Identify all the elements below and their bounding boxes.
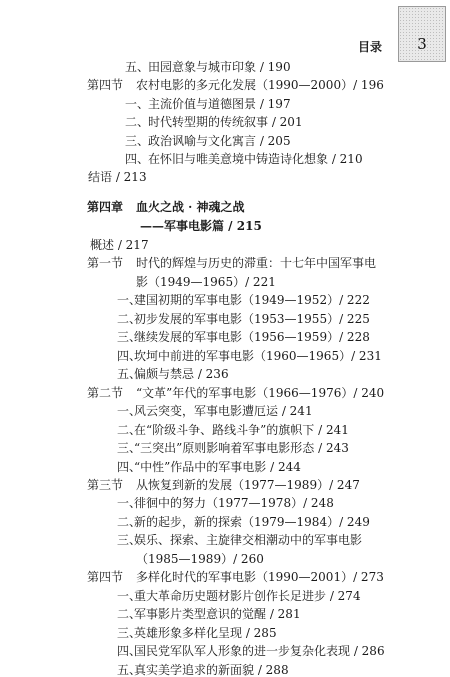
toc-entry-text: ——军事电影篇 / 215 <box>140 219 262 233</box>
toc-entry-label: 三、 <box>117 626 142 640</box>
toc-entry-text: 国民党军队军人形象的进一步复杂化表现 / 286 <box>134 644 385 658</box>
page-number-tab <box>398 6 446 62</box>
toc-entry-label: 第四节 <box>87 570 124 584</box>
toc-entry-text: “文革”年代的军事电影（1966—1976）/ 240 <box>136 386 385 400</box>
toc-entry-label: 二、 <box>117 607 142 621</box>
toc-entry-text: 时代转型期的传统叙事 / 201 <box>148 115 303 129</box>
toc-entry-label: 三、 <box>125 134 150 148</box>
toc-entry-text: 继续发展的军事电影（1956—1959）/ 228 <box>134 330 370 344</box>
toc-entry-label: 四、 <box>117 349 142 363</box>
toc-entry-text: 影（1949—1965）/ 221 <box>136 275 276 289</box>
toc-entry-label: 二、 <box>117 312 142 326</box>
toc-entry-text: 政治讽喻与文化寓言 / 205 <box>148 134 291 148</box>
toc-entry-text: 从恢复到新的发展（1977—1989）/ 247 <box>136 478 360 492</box>
toc-entry-label: 第四节 <box>87 78 124 92</box>
toc-entry-text: “中性”作品中的军事电影 / 244 <box>134 460 301 474</box>
toc-entry-text: 偏颇与禁忌 / 236 <box>134 367 229 381</box>
running-header: 目录 <box>358 40 383 54</box>
toc-entry-text: 初步发展的军事电影（1953—1955）/ 225 <box>134 312 370 326</box>
toc-entry-text: 新的起步，新的探索（1979—1984）/ 249 <box>134 515 370 529</box>
toc-entry-label: 第二节 <box>87 386 124 400</box>
toc-entry-label: 第四章 <box>87 200 124 214</box>
toc-entry-text: 建国初期的军事电影（1949—1952）/ 222 <box>134 293 370 307</box>
toc-entry-label: 一、 <box>117 293 142 307</box>
toc-entry-text: 农村电影的多元化发展（1990—2000）/ 196 <box>136 78 384 92</box>
toc-entry-label: 一、 <box>117 496 142 510</box>
toc-entry-text: 结语 / 213 <box>88 170 147 184</box>
toc-entry-label: 四、 <box>117 460 142 474</box>
toc-entry-label: 五、 <box>125 60 150 74</box>
toc-entry-label: 一、 <box>125 97 150 111</box>
toc-entry-label: 第一节 <box>87 256 124 270</box>
toc-entry-label: 五、 <box>117 663 142 677</box>
toc-entry-label: 一、 <box>117 404 142 418</box>
toc-entry-text: 英雄形象多样化呈现 / 285 <box>134 626 277 640</box>
toc-entry-text: 多样化时代的军事电影（1990—2001）/ 273 <box>136 570 384 584</box>
toc-entry-text: 娱乐、探索、主旋律交相潮动中的军事电影 <box>134 533 363 547</box>
toc-entry-label: 五、 <box>117 367 142 381</box>
toc-entry-label: 四、 <box>117 644 142 658</box>
toc-entry-label: 三、 <box>117 533 142 547</box>
toc-entry-label: 四、 <box>125 152 150 166</box>
toc-entry-label: 三、 <box>117 330 142 344</box>
toc-entry-text: 时代的辉煌与历史的滞重：十七年中国军事电 <box>136 256 377 270</box>
toc-entry-text: 血火之战 · 神魂之战 <box>136 200 245 214</box>
page-number: 3 <box>417 35 427 53</box>
toc-entry-text: 重大革命历史题材影片创作长足进步 / 274 <box>134 589 361 603</box>
toc-entry-text: “三突出”原则影响着军事电影形态 / 243 <box>134 441 349 455</box>
toc-entry-label: 一、 <box>117 589 142 603</box>
toc-entry-text: 在“阶级斗争、路线斗争”的旗帜下 / 241 <box>134 423 349 437</box>
toc-entry-text: 风云突变，军事电影遭厄运 / 241 <box>134 404 313 418</box>
toc-entry-label: 二、 <box>117 515 142 529</box>
toc-entry-text: 军事影片类型意识的觉醒 / 281 <box>134 607 301 621</box>
toc-entry-label: 二、 <box>125 115 150 129</box>
toc-entry-text: 真实美学追求的新面貌 / 288 <box>134 663 289 677</box>
toc-entry-text: 在怀旧与唯美意境中铸造诗化想象 / 210 <box>148 152 363 166</box>
toc-entry-text: 坎坷中前进的军事电影（1960—1965）/ 231 <box>134 349 382 363</box>
toc-entry-label: 二、 <box>117 423 142 437</box>
toc-entry-text: 概述 / 217 <box>90 238 149 252</box>
toc-entry-text: （1985—1989）/ 260 <box>136 552 264 566</box>
toc-entry-text: 主流价值与道德图景 / 197 <box>148 97 291 111</box>
toc-entry-text: 徘徊中的努力（1977—1978）/ 248 <box>134 496 334 510</box>
toc-entry-label: 三、 <box>117 441 142 455</box>
toc-entry-label: 第三节 <box>87 478 124 492</box>
toc-entry-text: 田园意象与城市印象 / 190 <box>148 60 291 74</box>
